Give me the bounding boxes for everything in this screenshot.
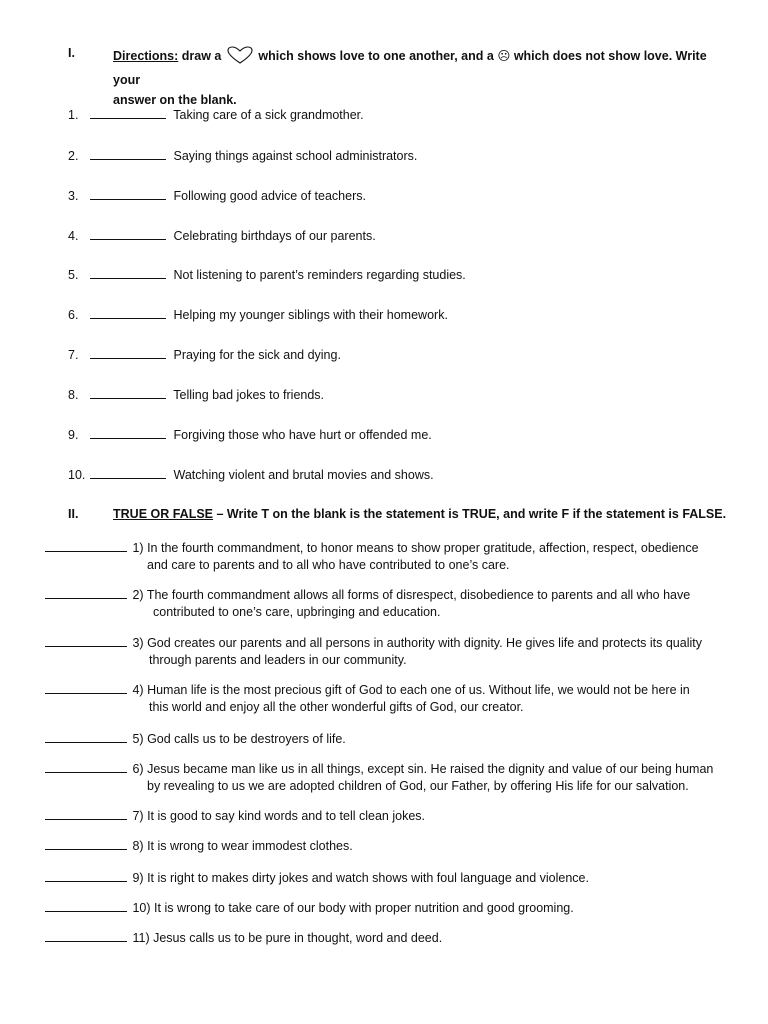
answer-blank[interactable]: [45, 539, 127, 552]
answer-blank[interactable]: [45, 837, 127, 850]
tf-item-8: 8) It is wrong to wear immodest clothes.: [45, 837, 735, 855]
item-1: 1. Taking care of a sick grandmother.: [68, 108, 364, 122]
item-6: 6. Helping my younger siblings with their homework.: [68, 308, 448, 322]
tf-item-1: 1) In the fourth commandment, to honor means to show proper gratitude, affection, respect, obedience and care to parents and to all who have contributed to one’s care.: [45, 539, 735, 574]
section-2-heading: [113, 507, 726, 521]
frown-icon: ☹: [497, 49, 511, 63]
true-false-instructions: – Write T on the blank is the statement is TRUE, and write F if the statement is FALSE.: [213, 507, 727, 521]
answer-blank[interactable]: [45, 760, 127, 773]
tf-item-7: 7) It is good to say kind words and to tell clean jokes.: [45, 807, 735, 825]
directions-label: Directions:: [113, 49, 179, 63]
answer-blank[interactable]: [90, 106, 166, 119]
heart-icon: [227, 46, 253, 70]
directions-post: which does not show love. Write your: [113, 49, 707, 87]
answer-blank[interactable]: [45, 730, 127, 743]
directions-mid: which shows love to one another, and a: [258, 49, 494, 63]
answer-blank[interactable]: [90, 386, 166, 399]
answer-blank[interactable]: [45, 929, 127, 942]
answer-blank[interactable]: [90, 266, 166, 279]
answer-blank[interactable]: [90, 426, 166, 439]
answer-blank[interactable]: [90, 187, 166, 200]
item-8: 8. Telling bad jokes to friends.: [68, 388, 325, 402]
answer-blank[interactable]: [90, 306, 166, 319]
item-5: 5. Not listening to parent’s reminders regarding studies.: [68, 268, 466, 282]
tf-item-9: 9) It is right to makes dirty jokes and watch shows with foul language and violence.: [45, 869, 735, 887]
item-9: 9. Forgiving those who have hurt or offended me.: [68, 428, 432, 442]
answer-blank[interactable]: [45, 634, 127, 647]
item-4: 4. Celebrating birthdays of our parents.: [68, 229, 376, 243]
answer-blank[interactable]: [90, 346, 166, 359]
tf-item-4: 4) Human life is the most precious gift of God to each one of us. Without life, we would not be here in this world and enjoy all the other wonderful gifts of God, our creator.: [45, 681, 735, 716]
answer-blank[interactable]: [45, 586, 127, 599]
answer-blank[interactable]: [45, 807, 127, 820]
tf-item-11: 11) Jesus calls us to be pure in thought, word and deed.: [45, 929, 735, 947]
answer-blank[interactable]: [90, 147, 166, 160]
item-7: 7. Praying for the sick and dying.: [68, 348, 341, 362]
section-1-numeral: I.: [68, 46, 75, 60]
directions-line2: answer on the blank.: [113, 93, 237, 107]
tf-item-5: 5) God calls us to be destroyers of life.: [45, 730, 735, 748]
tf-item-10: 10) It is wrong to take care of our body with proper nutrition and good grooming.: [45, 899, 735, 917]
item-10: 10. Watching violent and brutal movies and shows.: [68, 468, 434, 482]
item-3: 3. Following good advice of teachers.: [68, 189, 366, 203]
tf-item-6: 6) Jesus became man like us in all things, except sin. He raised the dignity and value of our being human by revealing to us we are adopted children of God, our Father, by offering His life for our salvation.: [45, 760, 735, 795]
answer-blank[interactable]: [90, 227, 166, 240]
section-2-numeral: II.: [68, 507, 79, 521]
item-2: 2. Saying things against school administrators.: [68, 149, 418, 163]
answer-blank[interactable]: [45, 869, 127, 882]
directions-pre: draw a: [181, 49, 222, 63]
section-1-directions: [113, 46, 733, 110]
answer-blank[interactable]: [45, 681, 127, 694]
tf-item-2: 2) The fourth commandment allows all forms of disrespect, disobedience to parents and all who have contributed to one’s care, upbringing and education.: [45, 586, 735, 621]
answer-blank[interactable]: [45, 899, 127, 912]
true-false-title: TRUE OR FALSE: [113, 507, 214, 521]
tf-item-3: 3) God creates our parents and all persons in authority with dignity. He gives life and protects its quality through parents and leaders in our community.: [45, 634, 735, 669]
answer-blank[interactable]: [90, 466, 166, 479]
